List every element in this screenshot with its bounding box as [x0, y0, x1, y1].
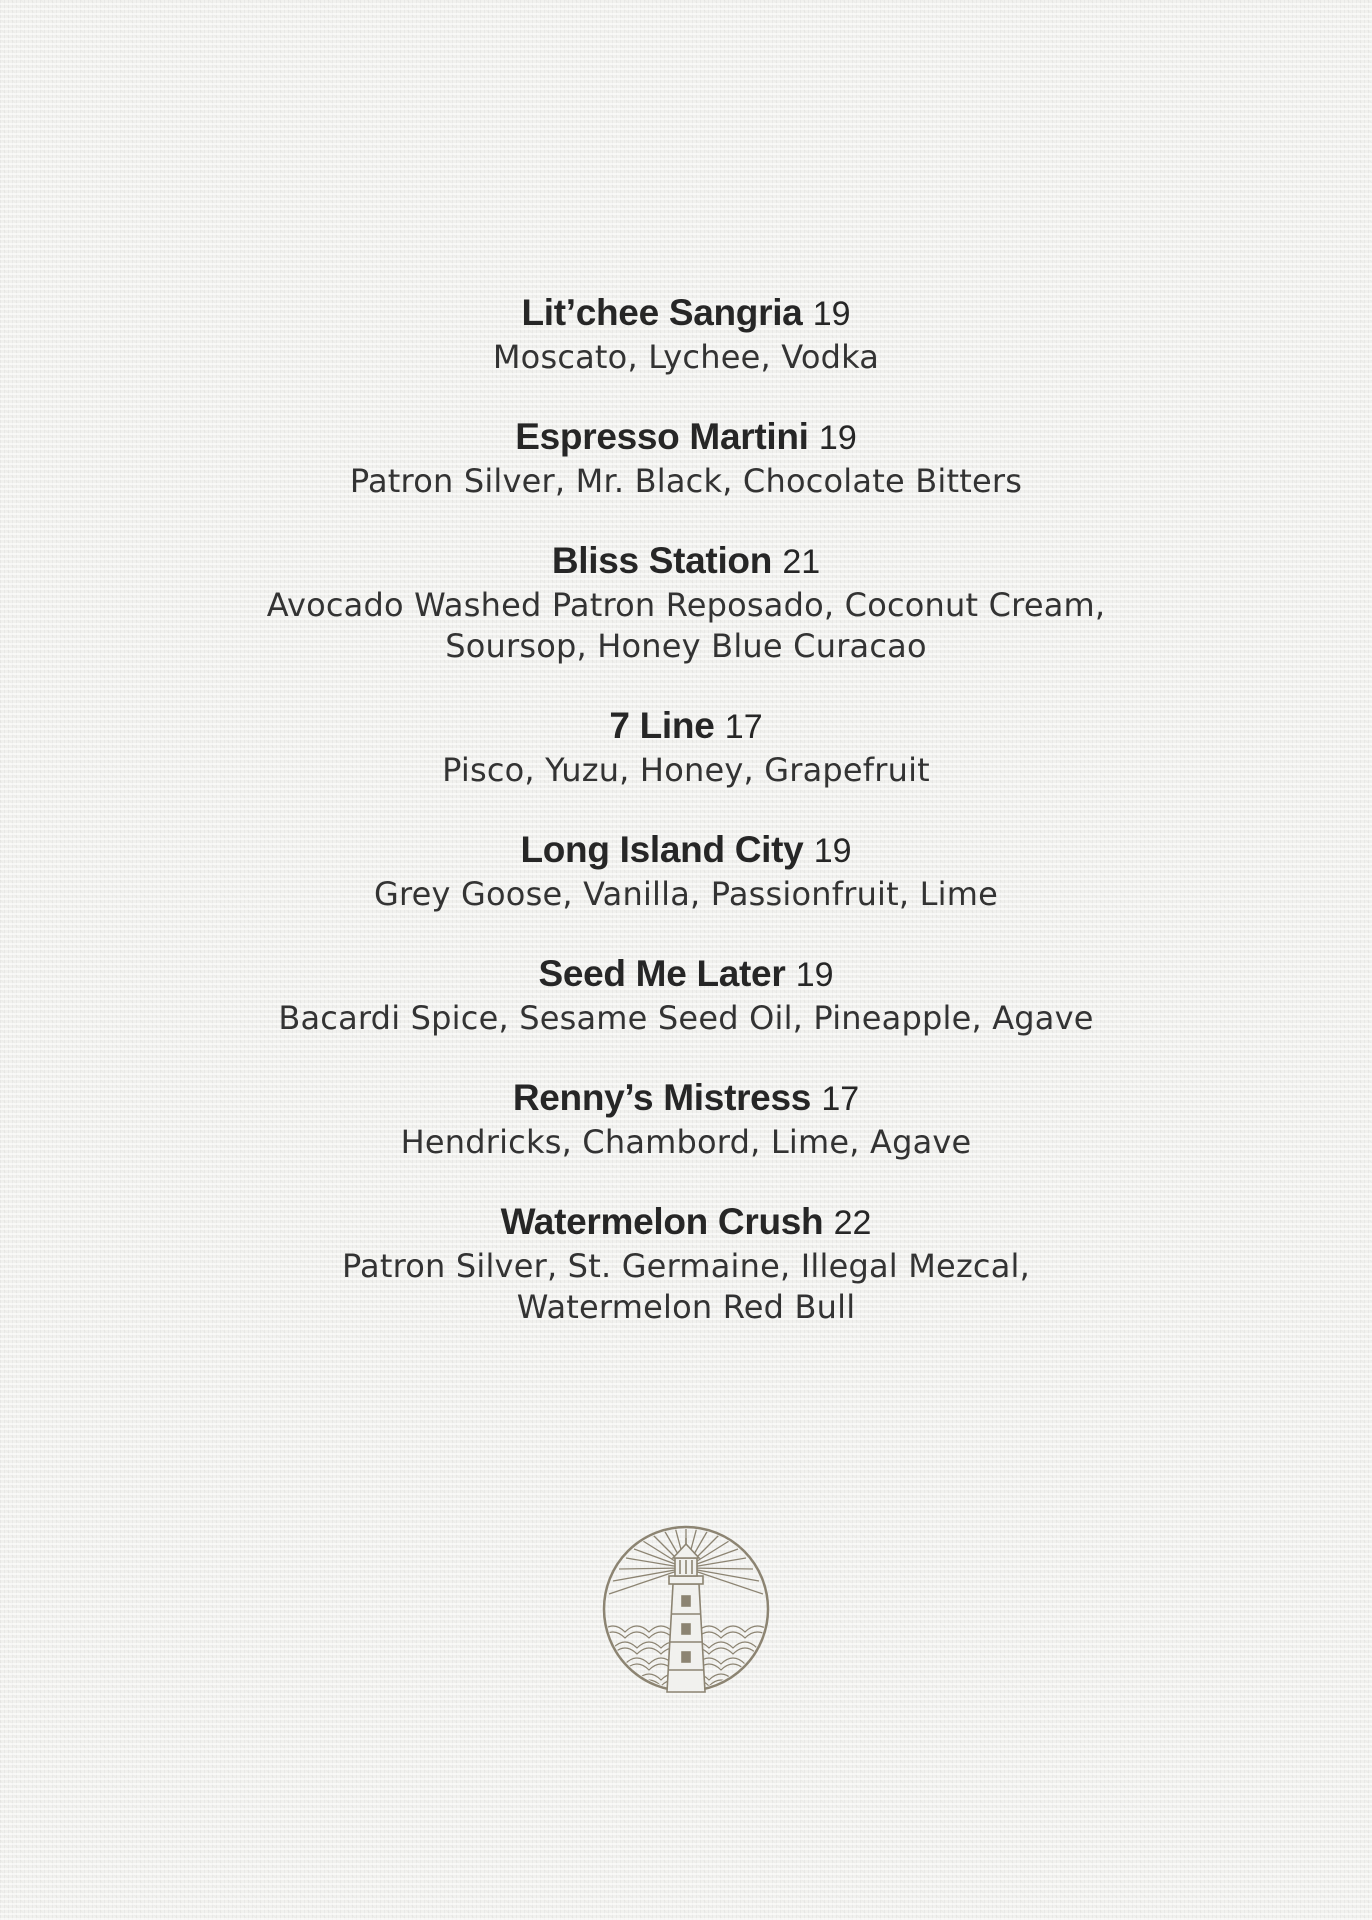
- menu-item-name: Bliss Station: [551, 540, 773, 581]
- menu-item-title: [0, 290, 1372, 337]
- menu-item: [0, 703, 1372, 791]
- menu-item-price: 19: [812, 295, 851, 333]
- menu-item-title: [0, 1075, 1372, 1122]
- menu-item: [0, 1075, 1372, 1163]
- menu-item-description: Patron Silver, Mr. Black, Chocolate Bitters: [349, 462, 1023, 500]
- menu-item-price: 17: [821, 1080, 860, 1118]
- menu-item-title: [0, 703, 1372, 750]
- menu-item-description: Avocado Washed Patron Reposado, Coconut Cream, Soursop, Honey Blue Curacao: [266, 586, 1106, 665]
- menu-item-description: Grey Goose, Vanilla, Passionfruit, Lime: [373, 875, 999, 913]
- menu-item-name: Renny’s Mistress: [512, 1077, 812, 1118]
- menu-item-price: 19: [813, 832, 852, 870]
- menu-item-title: [0, 538, 1372, 585]
- menu-item-title: [0, 1199, 1372, 1246]
- menu-item-price: 19: [795, 956, 834, 994]
- menu-item-price: 21: [782, 543, 821, 581]
- menu-item-price: 22: [833, 1204, 872, 1242]
- cocktail-menu: [0, 290, 1372, 1328]
- menu-item-description: Bacardi Spice, Sesame Seed Oil, Pineapple, Agave: [278, 999, 1094, 1037]
- menu-item-price: 17: [724, 708, 763, 746]
- menu-item-name: 7 Line: [609, 705, 715, 746]
- menu-item: [0, 1199, 1372, 1328]
- menu-item-description: Patron Silver, St. Germaine, Illegal Mezcal, Watermelon Red Bull: [341, 1247, 1031, 1326]
- lighthouse-emblem-icon: [601, 1524, 771, 1694]
- menu-item-name: Lit’chee Sangria: [521, 292, 803, 333]
- menu-item: [0, 827, 1372, 915]
- menu-item-description: Hendricks, Chambord, Lime, Agave: [400, 1123, 972, 1161]
- menu-item: [0, 538, 1372, 667]
- menu-item-title: [0, 827, 1372, 874]
- menu-item-name: Watermelon Crush: [500, 1201, 824, 1242]
- menu-item: [0, 414, 1372, 502]
- menu-item: [0, 951, 1372, 1039]
- menu-item-price: 19: [818, 419, 857, 457]
- menu-item: [0, 290, 1372, 378]
- menu-item-name: Seed Me Later: [538, 953, 786, 994]
- menu-item-description: Moscato, Lychee, Vodka: [492, 338, 880, 376]
- menu-item-name: Long Island City: [520, 829, 804, 870]
- menu-item-name: Espresso Martini: [515, 416, 809, 457]
- menu-item-title: [0, 951, 1372, 998]
- menu-item-title: [0, 414, 1372, 461]
- menu-item-description: Pisco, Yuzu, Honey, Grapefruit: [442, 751, 930, 789]
